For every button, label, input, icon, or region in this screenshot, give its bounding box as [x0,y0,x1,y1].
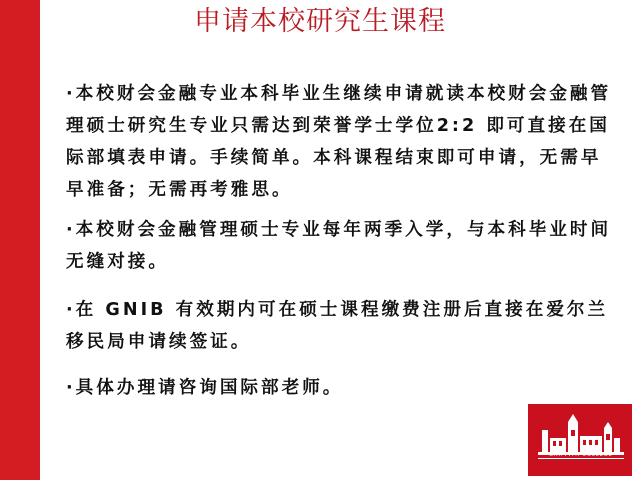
slide-title: 申请本校研究生课程 [194,6,446,37]
college-building-logo-icon [528,404,632,476]
bullet-paragraph: ·本校财会金融管理硕士专业每年两季入学，与本科毕业时间无缝对接。 [66,220,612,272]
bullet-paragraph: ·在 GNIB 有效期内可在硕士课程缴费注册后直接在爱尔兰移民局申请续签证。 [66,300,609,352]
left-accent-bar [0,0,40,480]
college-logo [528,404,632,476]
logo-caption: GRIFFITH COLLEGE [549,452,613,458]
slide-body [66,78,614,418]
bullet-paragraph: ·具体办理请咨询国际部老师。 [66,378,344,398]
bullet-paragraph: ·本校财会金融专业本科毕业生继续申请就读本校财会金融管理硕士研究生专业只需达到荣誉学士学位2:2 即可直接在国际部填表申请。手续简单。本科课程结束即可申请，无需早早准备；无需再考雅思。 [66,84,612,200]
